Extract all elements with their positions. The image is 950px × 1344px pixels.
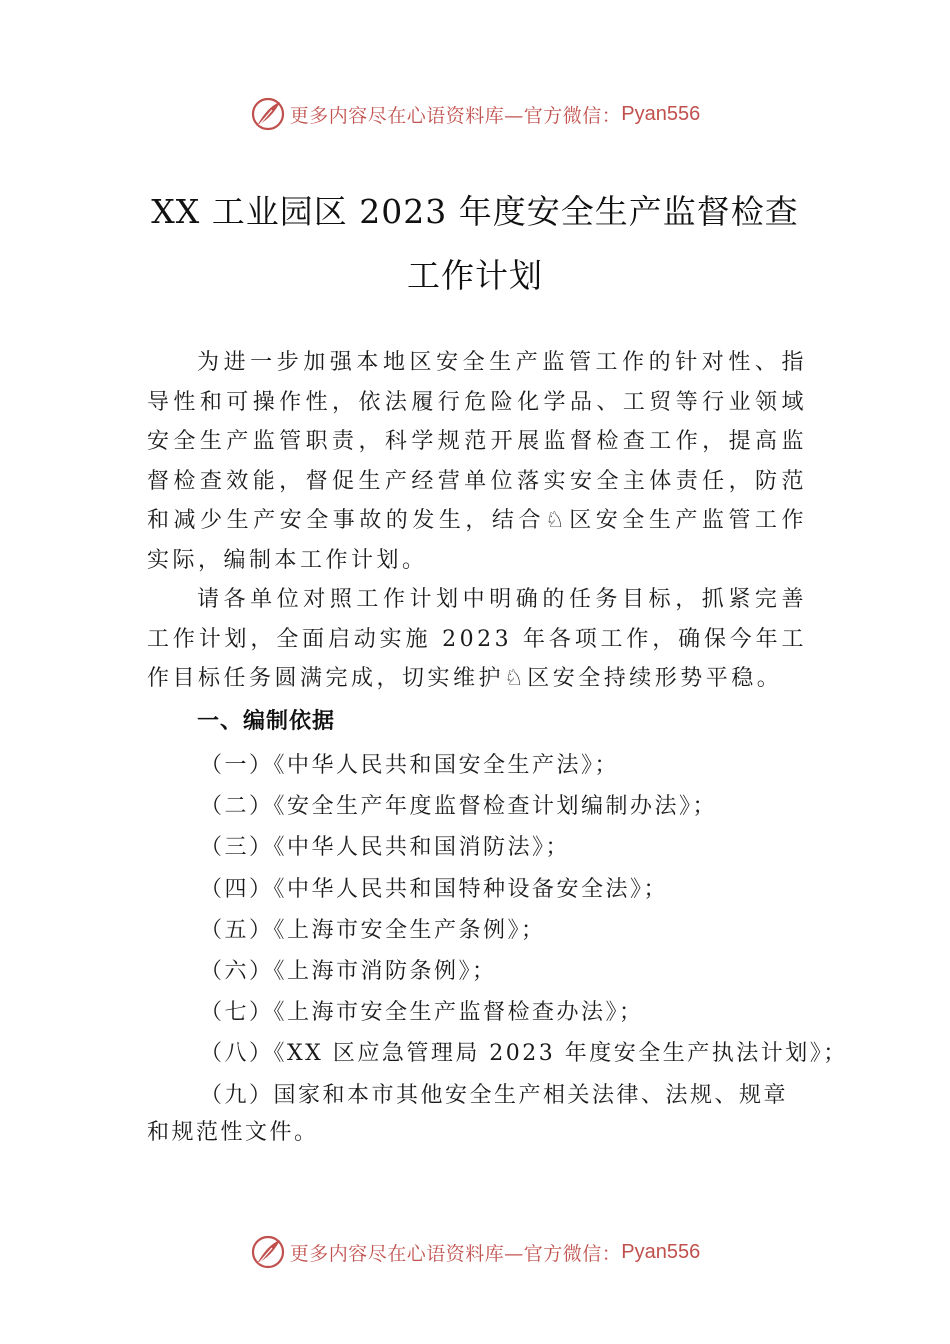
list-item: （九）国家和本市其他安全生产相关法律、法规、规章 xyxy=(200,1082,789,1108)
list-item: （三）《中华人民共和国消防法》； xyxy=(200,835,571,861)
list-item: （八）《XX 区应急管理局 2023 年度安全生产执法计划》； xyxy=(200,1041,848,1067)
feather-logo-icon xyxy=(250,1234,286,1270)
watermark-wechat-id: Pyan556 xyxy=(621,102,701,125)
watermark-wechat-id: Pyan556 xyxy=(621,1240,701,1263)
watermark-text: 更多内容尽在心语资料库—官方微信： xyxy=(289,104,622,127)
second-paragraph: 请各单位对照工作计划中明确的任务目标，抓紧完善工作计划，全面启动实施 2023 年各项工作，确保今年工作目标任务圆满完成，切实维护♘区安全持续形势平稳。 xyxy=(147,587,807,691)
reference-list xyxy=(200,745,848,1116)
list-item-continuation: 和规范性文件。 xyxy=(147,1120,319,1145)
list-item: （四）《中华人民共和国特种设备安全法》； xyxy=(200,876,669,902)
list-item: （七）《上海市安全生产监督检查办法》； xyxy=(200,1000,644,1026)
document-title-line2: 工作计划 xyxy=(407,256,543,295)
list-item: （六）《上海市消防条例》； xyxy=(200,958,497,984)
watermark-text: 更多内容尽在心语资料库—官方微信： xyxy=(289,1242,622,1265)
list-item: （二）《安全生产年度监督检查计划编制办法》； xyxy=(200,794,718,820)
list-item: （五）《上海市安全生产条例》； xyxy=(200,917,546,943)
header-watermark xyxy=(0,94,950,134)
footer-watermark xyxy=(0,1232,950,1272)
intro-paragraph: 为进一步加强本地区安全生产监管工作的针对性、指导性和可操作性，依法履行危险化学品、工贸等行业领域安全生产监管职责，科学规范开展监督检查工作，提高监督检查效能，督促生产经营单位落实安全主体责任，防范和减少生产安全事故的发生，结合♘区安全生产监管工作实际，编制本工作计划。 xyxy=(147,350,807,573)
feather-logo-icon xyxy=(250,96,286,132)
list-item: （一）《中华人民共和国安全生产法》； xyxy=(200,753,620,778)
document-title-line1: XX 工业园区 2023 年度安全生产监督检查 xyxy=(151,192,799,231)
section-heading-basis: 一、编制依据 xyxy=(197,709,336,734)
